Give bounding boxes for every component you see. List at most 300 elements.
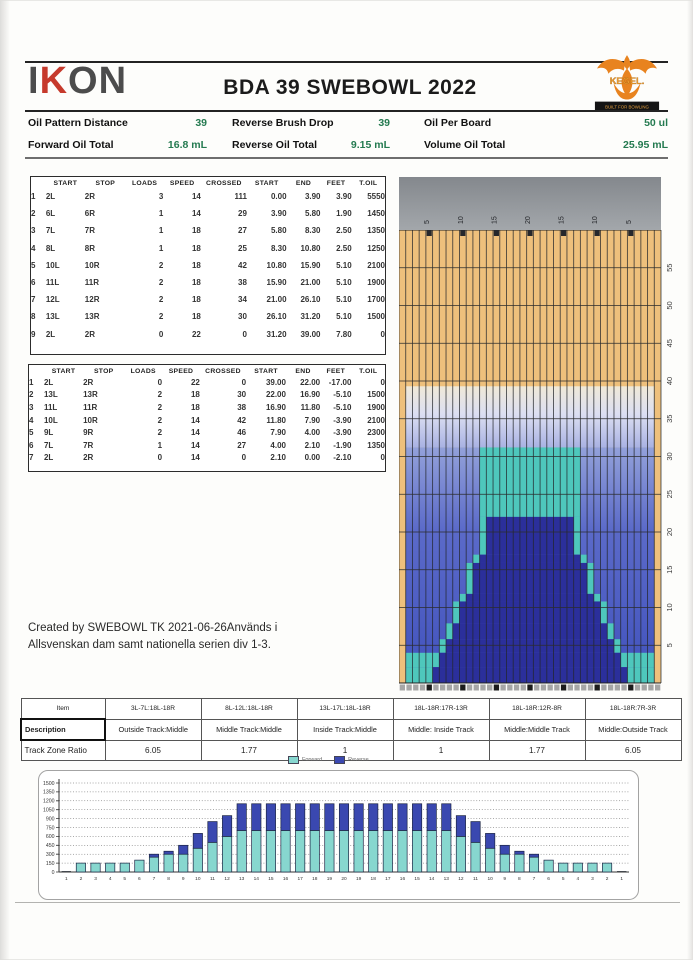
svg-text:5: 5 [424,220,432,224]
loads-cell: 4.00 [270,440,286,450]
loads-header-cell: T.OIL [359,180,378,187]
svg-text:10: 10 [592,216,600,224]
loads-cell: 3 [29,402,34,412]
loads-cell: 5.10 [336,260,352,270]
ratio-cell: 18L-18R:17R-13R [393,699,489,720]
svg-text:15: 15 [414,877,420,882]
loads-cell: 0 [380,377,385,387]
loads-cell: 1700 [367,295,385,305]
loads-cell: 1 [29,377,34,387]
svg-text:15: 15 [665,565,674,574]
kegel-eagle-icon [592,53,662,113]
ratio-row-label: Track Zone Ratio [21,740,105,761]
forward-loads-table [30,176,386,355]
svg-text:35: 35 [665,414,674,423]
svg-text:11: 11 [473,877,479,882]
loads-row [29,439,385,452]
svg-text:20: 20 [341,877,347,882]
loads-cell: 11R [83,402,98,412]
loads-header-cell: T.OIL [359,368,378,375]
ratio-cell: 1.77 [201,740,297,761]
loads-cell: 12L [45,295,60,305]
loads-cell: -3.90 [333,428,352,438]
created-by-note [28,620,373,653]
loads-header-cell: STOP [93,368,114,375]
loads-cell: 2L [45,329,56,339]
svg-text:30: 30 [665,452,674,461]
ratio-cell: 1.77 [489,740,585,761]
distance-labels [665,264,674,648]
loads-cell: 7L [45,226,56,236]
loads-cell: 1350 [367,440,385,450]
loads-cell: 14 [190,453,200,463]
loads-cell: 10R [83,415,98,425]
loads-cell: 2L [45,192,56,202]
loads-cell: 18 [191,278,201,288]
loads-cell: 1 [158,209,164,219]
info-value-volume-oil-total: 25.95 mL [623,139,668,151]
loads-cell: 31.20 [266,329,287,339]
loads-cell: 21.00 [266,295,287,305]
svg-text:300: 300 [45,852,55,858]
reverse-legend-swatch [334,756,345,764]
ratio-row-label: Description [21,719,105,740]
loads-header-row [29,365,385,376]
svg-text:15: 15 [558,216,566,224]
svg-text:11: 11 [209,877,215,882]
loads-cell: -2.10 [333,453,352,463]
loads-table-grid [31,177,385,343]
loads-row [29,389,385,402]
svg-text:13: 13 [443,877,449,882]
loads-cell: 0.00 [270,192,287,202]
loads-cell: 7.90 [304,415,321,425]
loads-cell: 2.50 [336,226,352,236]
loads-header-cell: SPEED [168,368,194,375]
loads-cell: 4 [31,243,36,253]
ratio-cell: 8L-12L:18L-18R [201,699,297,720]
loads-cell: 46 [237,428,247,438]
loads-row [31,240,385,257]
loads-header-cell: END [295,180,312,187]
loads-cell: 18 [191,226,201,236]
svg-text:19: 19 [355,877,362,882]
loads-cell: 15.90 [300,260,321,270]
loads-cell: 2 [158,260,164,270]
loads-header-cell: START [53,180,78,187]
loads-cell: 0 [158,329,164,339]
ratio-cell: 18L-18R:7R-3R [585,699,681,720]
loads-cell: 18 [191,243,201,253]
loads-cell: 2 [29,390,34,400]
svg-text:13: 13 [239,877,245,882]
loads-cell: 22.00 [265,390,286,400]
ikon-logo-prefix: I [28,60,40,102]
svg-text:5: 5 [665,643,674,648]
svg-text:20: 20 [525,216,532,224]
legend-item-forward [288,756,322,764]
svg-text:8: 8 [518,877,521,882]
svg-text:12: 12 [224,877,230,882]
loads-cell: 7R [84,226,96,236]
ratio-cell: 3L-7L:18L-18R [105,699,201,720]
svg-text:10: 10 [195,877,201,882]
loads-cell: 5.10 [336,295,352,305]
loads-cell: 3 [158,192,164,202]
loads-cell: 42 [237,415,247,425]
info-value-oil-per-board: 50 ul [644,117,668,129]
chart-grid-and-axis [43,779,629,876]
svg-text:9: 9 [181,877,185,882]
loads-cell: 2.10 [304,440,321,450]
loads-table-grid [29,365,385,464]
loads-row [29,452,385,465]
loads-cell: 22 [191,329,201,339]
loads-cell: 2300 [367,428,385,438]
loads-header-cell: SPEED [169,180,195,187]
svg-text:10: 10 [665,603,674,612]
svg-text:20: 20 [665,527,674,537]
loads-cell: 14 [191,192,201,202]
loads-header-cell: STOP [95,180,116,187]
loads-cell: 21.00 [300,278,321,288]
ratio-table-grid [20,698,682,761]
loads-cell: 5.10 [336,278,352,288]
oil-distribution-chart [38,770,639,900]
loads-cell: 2 [158,312,164,322]
loads-cell: 0 [157,453,163,463]
loads-cell: 14 [190,415,200,425]
loads-cell: 39.00 [265,377,286,387]
loads-cell: 8.30 [304,226,321,236]
svg-text:750: 750 [45,825,55,832]
loads-row [31,326,385,343]
info-value-oil-pattern-distance: 39 [195,117,207,129]
loads-cell: 34 [238,295,247,305]
svg-text:600: 600 [45,834,55,841]
loads-header-cell [31,177,46,188]
ratio-row [21,699,681,720]
lane-oil-pattern-graphic [399,177,685,691]
chart-legend [288,756,369,764]
loads-cell: 11.80 [266,415,286,425]
loads-cell: 42 [238,260,247,270]
svg-text:17: 17 [297,877,303,882]
forward-legend-label: Forward [302,757,323,763]
loads-cell: 0 [157,377,163,387]
loads-cell: 12R [84,295,100,305]
ratio-cell: 1 [297,740,393,761]
kegel-logo [592,53,662,113]
legend-item-reverse [334,756,368,764]
loads-cell: 3.90 [270,209,287,219]
loads-cell: 11L [45,278,60,288]
loads-cell: 0 [241,377,247,387]
ratio-cell: 1 [393,740,489,761]
loads-cell: 5.80 [304,209,321,219]
loads-row [31,222,385,239]
loads-cell: 2 [157,415,163,425]
loads-cell: 13L [45,312,60,322]
loads-cell: 1.90 [336,209,352,219]
svg-text:16: 16 [282,877,289,882]
loads-header-cell: LOADS [131,180,158,187]
loads-cell: 7 [31,295,36,305]
loads-row [29,401,385,414]
svg-text:2: 2 [605,877,609,882]
svg-text:1500: 1500 [42,780,55,787]
svg-text:4: 4 [576,877,580,882]
loads-cell: 6R [84,209,96,219]
loads-cell: 10.80 [300,243,321,253]
loads-cell: 2R [84,192,96,202]
ratio-cell: Middle:Outside Track [585,719,681,740]
svg-text:40: 40 [665,376,674,386]
loads-cell: 6 [29,440,34,450]
loads-cell: 10R [84,260,100,270]
ratio-cell: 18L-18R:12R-8R [489,699,585,720]
loads-cell: 2L [43,453,54,463]
loads-cell: 2100 [367,415,385,425]
svg-text:9: 9 [503,877,507,882]
svg-text:1350: 1350 [42,789,55,796]
loads-header-cell: LOADS [130,368,156,375]
ratio-cell: Inside Track:Middle [297,719,393,740]
loads-row [31,188,385,205]
ratio-cell: 6.05 [105,740,201,761]
loads-cell: 9 [31,329,36,339]
ratio-cell: Middle:Middle Track [489,719,585,740]
svg-text:900: 900 [45,816,55,823]
reverse-legend-label: Reverse [348,757,369,763]
svg-text:55: 55 [665,263,674,272]
loads-cell: 2 [158,295,164,305]
loads-header-cell: START [254,180,279,187]
loads-cell: 13L [43,390,58,400]
loads-cell: 29 [238,209,247,219]
svg-text:1050: 1050 [42,807,55,814]
svg-text:18: 18 [312,877,318,882]
loads-cell: 1900 [367,278,385,288]
svg-text:2: 2 [79,877,83,882]
svg-text:7: 7 [152,877,156,882]
lane-graphic-svg [399,177,685,691]
loads-header-cell: CROSSED [205,368,241,375]
loads-cell: 1 [31,192,36,202]
loads-cell: 18 [190,402,200,412]
info-value-reverse-oil-total: 9.15 mL [350,139,390,151]
loads-cell: 26.10 [300,295,321,305]
loads-cell: 111 [234,192,247,202]
loads-cell: -5.10 [333,402,352,412]
loads-cell: 5550 [367,192,385,202]
loads-cell: 0 [241,453,247,463]
loads-cell: 1500 [367,390,385,400]
loads-cell: 18 [191,312,201,322]
svg-text:10: 10 [457,216,465,224]
loads-cell: 4.00 [304,428,321,438]
svg-text:3: 3 [591,877,594,882]
loads-cell: 18 [190,390,200,400]
svg-text:10: 10 [487,877,493,882]
loads-cell: 1 [157,440,163,450]
loads-header-cell: CROSSED [206,180,242,187]
svg-text:150: 150 [45,860,55,867]
loads-cell: 7.90 [270,428,286,438]
loads-cell: 2L [43,377,54,387]
ratio-cell: 6.05 [585,740,681,761]
loads-cell: 9L [43,428,54,438]
loads-cell: 4 [29,415,34,425]
loads-cell: 6 [31,278,36,288]
loads-cell: 18 [191,260,201,270]
loads-cell: 15.90 [266,278,287,288]
svg-text:19: 19 [326,877,333,882]
loads-cell: 9R [83,428,94,438]
loads-cell: 11R [84,278,100,288]
loads-cell: 0 [242,329,247,339]
loads-cell: 2100 [367,260,385,270]
loads-row [31,257,385,274]
loads-header-row [31,177,385,188]
svg-text:5: 5 [561,877,565,882]
loads-cell: 14 [190,440,200,450]
loads-cell: 38 [238,278,247,288]
loads-cell: 7 [29,453,34,463]
loads-cell: 1350 [367,226,385,236]
loads-cell: 5.10 [336,312,352,322]
svg-text:5: 5 [123,877,127,882]
loads-cell: 8.30 [270,243,287,253]
loads-cell: 2 [31,209,36,219]
loads-cell: 18 [191,295,201,305]
loads-cell: 0.00 [304,453,321,463]
svg-text:12: 12 [458,877,464,882]
loads-cell: 5 [29,428,34,438]
loads-cell: -1.90 [333,440,352,450]
loads-row [29,376,385,389]
svg-text:7: 7 [532,877,536,882]
ratio-row [21,719,681,740]
loads-cell: 3.90 [304,192,321,202]
loads-cell: 8L [45,243,56,253]
svg-text:15: 15 [491,216,499,224]
ratio-cell: Outside Track:Middle [105,719,201,740]
svg-text:5: 5 [625,220,633,224]
svg-text:8: 8 [167,877,170,882]
ikon-logo [28,60,127,103]
loads-cell: 2 [157,390,163,400]
loads-cell: 2R [83,453,94,463]
page-title: BDA 39 SWEBOWL 2022 [223,76,477,99]
loads-header-cell: FEET [326,368,346,375]
loads-cell: 22.00 [300,377,321,387]
loads-cell: 2.50 [336,243,352,253]
loads-row [31,291,385,308]
loads-cell: -3.90 [333,415,352,425]
loads-cell: 7.80 [336,329,352,339]
loads-cell: 16.90 [300,390,321,400]
chart-bars [62,804,627,882]
info-value-forward-oil-total: 16.8 mL [167,139,207,151]
loads-cell: 16.90 [265,402,286,412]
loads-header-cell: START [254,368,278,375]
svg-text:1: 1 [620,877,624,882]
loads-cell: -5.10 [333,390,352,400]
loads-header-cell: FEET [326,180,346,187]
loads-cell: 2 [157,402,163,412]
ikon-logo-accent: K [39,60,69,102]
loads-cell: 2 [157,428,163,438]
loads-cell: 14 [190,428,200,438]
loads-row [31,308,385,325]
svg-text:0: 0 [51,869,55,876]
loads-cell: 3 [31,226,36,236]
loads-cell: 22 [190,377,200,387]
loads-cell: 7L [43,440,54,450]
loads-header-cell [29,365,44,376]
info-label-reverse-oil-total: Reverse Oil Total [232,139,318,151]
created-by-line2: Allsvenskan dam samt nationella serien div 1-3. [28,638,271,651]
loads-cell: 11L [43,402,58,412]
loads-cell: 6L [45,209,56,219]
loads-cell: 38 [237,402,247,412]
info-value-reverse-brush-drop: 39 [378,117,390,129]
loads-cell: 2.10 [270,453,286,463]
loads-cell: 2 [158,278,164,288]
svg-text:6: 6 [547,877,550,882]
loads-cell: 31.20 [300,312,321,322]
loads-cell: 14 [191,209,201,219]
loads-cell: 11.80 [300,402,321,412]
created-by-line1: Created by SWEBOWL TK 2021-06-26Används i [28,622,278,634]
track-zone-ratio-table [20,698,682,761]
loads-cell: 39.00 [300,329,321,339]
info-label-oil-pattern-distance: Oil Pattern Distance [28,117,128,129]
loads-cell: 30 [238,312,247,322]
svg-text:3: 3 [94,877,97,882]
oil-chart-svg [39,771,638,899]
loads-cell: 2R [83,377,94,387]
svg-text:18: 18 [370,877,376,882]
svg-text:14: 14 [429,877,435,882]
loads-cell: 2R [84,329,96,339]
loads-cell: 25 [238,243,247,253]
loads-cell: 30 [237,390,247,400]
loads-cell: 5.80 [270,226,287,236]
loads-row [29,426,385,439]
loads-cell: -17.00 [328,377,352,387]
loads-row [31,205,385,222]
loads-cell: 10L [45,260,60,270]
forward-legend-swatch [288,756,299,764]
kegel-wordmark: KEGEL. [609,76,645,87]
svg-text:16: 16 [399,877,406,882]
ratio-cell: Middle: Inside Track [393,719,489,740]
loads-cell: 1 [158,226,164,236]
loads-cell: 27 [237,440,247,450]
header-bottom-rule [25,110,668,112]
svg-text:4: 4 [108,877,112,882]
info-label-reverse-brush-drop: Reverse Brush Drop [232,117,334,129]
svg-text:1200: 1200 [42,798,55,805]
loads-cell: 10.80 [266,260,287,270]
svg-text:50: 50 [665,301,674,310]
kegel-tagline: BUILT FOR BOWLING [605,104,649,110]
page-bottom-rule [15,902,680,903]
loads-row [31,274,385,291]
loads-cell: 5 [31,260,36,270]
